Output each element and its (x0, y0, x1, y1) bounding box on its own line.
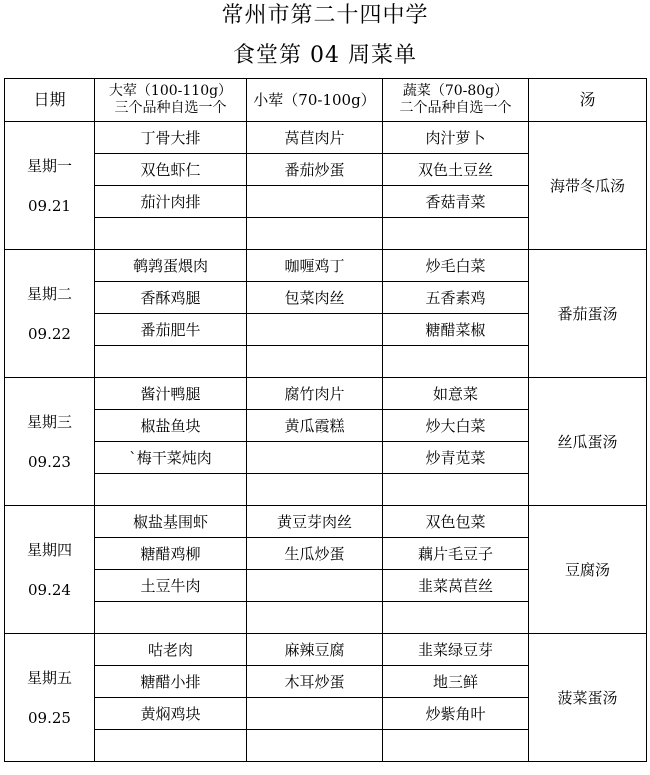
vegetable-dish: 糖醋菜椒 (383, 314, 529, 346)
header-row (5, 79, 647, 122)
vegetable-dish (383, 602, 529, 634)
big-meat-dish: 椒盐鱼块 (95, 410, 247, 442)
big-meat-dish: 糖醋鸡柳 (95, 538, 247, 570)
vegetable-dish: 香菇青菜 (383, 186, 529, 218)
big-meat-dish (95, 346, 247, 378)
menu-row (5, 250, 647, 282)
small-meat-dish: 生瓜炒蛋 (247, 538, 383, 570)
weekday-label: 星期一 (26, 156, 72, 175)
menu-row (5, 378, 647, 410)
soup-cell: 豆腐汤 (529, 506, 647, 634)
school-name: 常州市第二十四中学 (221, 3, 429, 28)
big-meat-dish: 糖醋小排 (95, 666, 247, 698)
small-meat-dish (247, 186, 383, 218)
vegetable-dish (383, 346, 529, 378)
big-meat-dish: 鹌鹑蛋煨肉 (95, 250, 247, 282)
header-big-meat (95, 79, 247, 122)
vegetable-dish (383, 474, 529, 506)
vegetable-dish: 地三鲜 (383, 666, 529, 698)
date-label: 09.23 (28, 452, 71, 471)
header-big-meat-line2: 三个品种自选一个 (114, 100, 227, 116)
weekday-label: 星期三 (26, 412, 72, 431)
vegetable-dish (383, 730, 529, 762)
small-meat-dish: 莴苣肉片 (247, 122, 383, 154)
vegetable-dish: 五香素鸡 (383, 282, 529, 314)
small-meat-dish: 腐竹肉片 (247, 378, 383, 410)
day-cell (5, 634, 95, 762)
soup-cell: 菠菜蛋汤 (529, 634, 647, 762)
day-cell (5, 250, 95, 378)
small-meat-dish: 麻辣豆腐 (247, 634, 383, 666)
small-meat-dish: 咖喱鸡丁 (247, 250, 383, 282)
header-small-meat: 小荤（70-100g） (247, 79, 383, 122)
big-meat-dish: 茄汁肉排 (95, 186, 247, 218)
vegetable-dish: 双色包菜 (383, 506, 529, 538)
small-meat-dish (247, 442, 383, 474)
day-cell (5, 378, 95, 506)
day-cell (5, 506, 95, 634)
vegetable-dish: 肉汁萝卜 (383, 122, 529, 154)
vegetable-dish: 双色土豆丝 (383, 154, 529, 186)
small-meat-dish (247, 570, 383, 602)
small-meat-dish (247, 314, 383, 346)
small-meat-dish: 包菜肉丝 (247, 282, 383, 314)
date-label: 09.25 (28, 708, 71, 727)
weekday-label: 星期四 (26, 540, 72, 559)
vegetable-dish: 藕片毛豆子 (383, 538, 529, 570)
small-meat-dish (247, 474, 383, 506)
soup-cell: 丝瓜蛋汤 (529, 378, 647, 506)
big-meat-dish: 番茄肥牛 (95, 314, 247, 346)
menu-row (5, 506, 647, 538)
big-meat-dish: 丁骨大排 (95, 122, 247, 154)
vegetable-dish: 炒毛白菜 (383, 250, 529, 282)
small-meat-dish (247, 346, 383, 378)
menu-row (5, 634, 647, 666)
big-meat-dish: 酱汁鸭腿 (95, 378, 247, 410)
weekday-label: 星期二 (26, 284, 72, 303)
date-label: 09.21 (28, 196, 71, 215)
header-date: 日期 (5, 79, 95, 122)
small-meat-dish (247, 602, 383, 634)
header-soup: 汤 (529, 79, 647, 122)
soup-cell: 番茄蛋汤 (529, 250, 647, 378)
weekday-label: 星期五 (26, 668, 72, 687)
weekly-menu-table (4, 78, 647, 762)
menu-title: 食堂第 04 周菜单 (233, 43, 417, 68)
big-meat-dish: 双色虾仁 (95, 154, 247, 186)
small-meat-dish (247, 730, 383, 762)
vegetable-dish: 炒大白菜 (383, 410, 529, 442)
big-meat-dish: 椒盐基围虾 (95, 506, 247, 538)
header-vegetable-line2: 二个品种自选一个 (399, 100, 512, 116)
vegetable-dish: 韭菜莴苣丝 (383, 570, 529, 602)
small-meat-dish (247, 218, 383, 250)
vegetable-dish: 炒紫角叶 (383, 698, 529, 730)
date-label: 09.24 (28, 580, 71, 599)
big-meat-dish: `梅干菜炖肉 (95, 442, 247, 474)
big-meat-dish (95, 602, 247, 634)
big-meat-dish: 黄焖鸡块 (95, 698, 247, 730)
big-meat-dish: 咕老肉 (95, 634, 247, 666)
header-big-meat-line1: 大荤（100-110g） (108, 83, 233, 99)
big-meat-dish (95, 474, 247, 506)
big-meat-dish (95, 730, 247, 762)
small-meat-dish: 木耳炒蛋 (247, 666, 383, 698)
big-meat-dish: 土豆牛肉 (95, 570, 247, 602)
big-meat-dish: 香酥鸡腿 (95, 282, 247, 314)
small-meat-dish: 黄瓜霞糕 (247, 410, 383, 442)
menu-row (5, 122, 647, 154)
small-meat-dish: 黄豆芽肉丝 (247, 506, 383, 538)
vegetable-dish: 炒青苋菜 (383, 442, 529, 474)
date-label: 09.22 (28, 324, 71, 343)
soup-cell: 海带冬瓜汤 (529, 122, 647, 250)
vegetable-dish: 韭菜绿豆芽 (383, 634, 529, 666)
header-vegetable-line1: 蔬菜（70-80g） (402, 83, 509, 99)
small-meat-dish: 番茄炒蛋 (247, 154, 383, 186)
vegetable-dish (383, 218, 529, 250)
small-meat-dish (247, 698, 383, 730)
header-vegetable (383, 79, 529, 122)
big-meat-dish (95, 218, 247, 250)
vegetable-dish: 如意菜 (383, 378, 529, 410)
day-cell (5, 122, 95, 250)
